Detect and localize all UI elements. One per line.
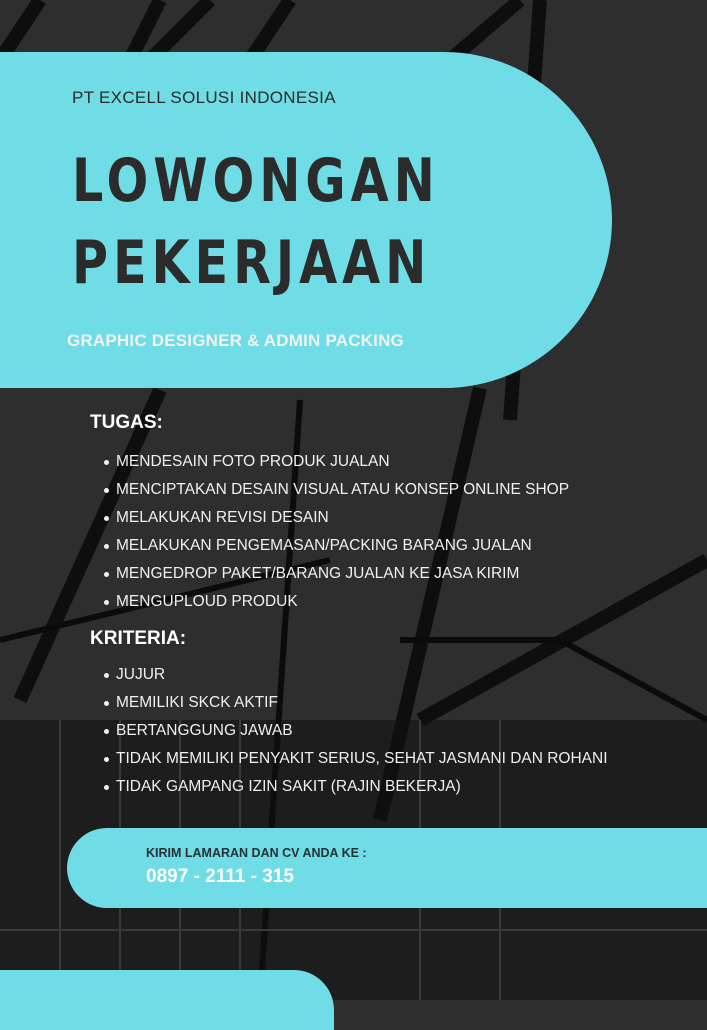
list-item: MELAKUKAN PENGEMASAN/PACKING BARANG JUALAN xyxy=(102,532,569,560)
list-item: MEMILIKI SKCK AKTIF xyxy=(102,689,608,717)
contact-phone: 0897 - 2111 - 315 xyxy=(146,866,294,887)
list-item: MENDESAIN FOTO PRODUK JUALAN xyxy=(102,448,569,476)
tugas-heading: TUGAS: xyxy=(90,412,163,433)
company-name: PT EXCELL SOLUSI INDONESIA xyxy=(72,88,336,107)
kriteria-list xyxy=(102,661,608,801)
list-item: BERTANGGUNG JAWAB xyxy=(102,717,608,745)
list-item: MENCIPTAKAN DESAIN VISUAL ATAU KONSEP ONLINE SHOP xyxy=(102,476,569,504)
bottom-accent-shape xyxy=(0,970,334,1030)
list-item: JUJUR xyxy=(102,661,608,689)
page-title xyxy=(72,140,440,304)
tugas-list xyxy=(102,448,569,616)
contact-label: KIRIM LAMARAN DAN CV ANDA KE : xyxy=(146,846,367,860)
title-line-2: PEKERJAAN xyxy=(72,228,432,298)
kriteria-heading: KRITERIA: xyxy=(90,628,187,649)
list-item: MENGEDROP PAKET/BARANG JUALAN KE JASA KIRIM xyxy=(102,560,569,588)
list-item: TIDAK GAMPANG IZIN SAKIT (RAJIN BEKERJA) xyxy=(102,773,608,801)
list-item: TIDAK MEMILIKI PENYAKIT SERIUS, SEHAT JASMANI DAN ROHANI xyxy=(102,745,608,773)
job-positions: GRAPHIC DESIGNER & ADMIN PACKING xyxy=(67,331,404,350)
list-item: MELAKUKAN REVISI DESAIN xyxy=(102,504,569,532)
title-line-1: LOWONGAN xyxy=(72,146,440,216)
list-item: MENGUPLOUD PRODUK xyxy=(102,588,569,616)
